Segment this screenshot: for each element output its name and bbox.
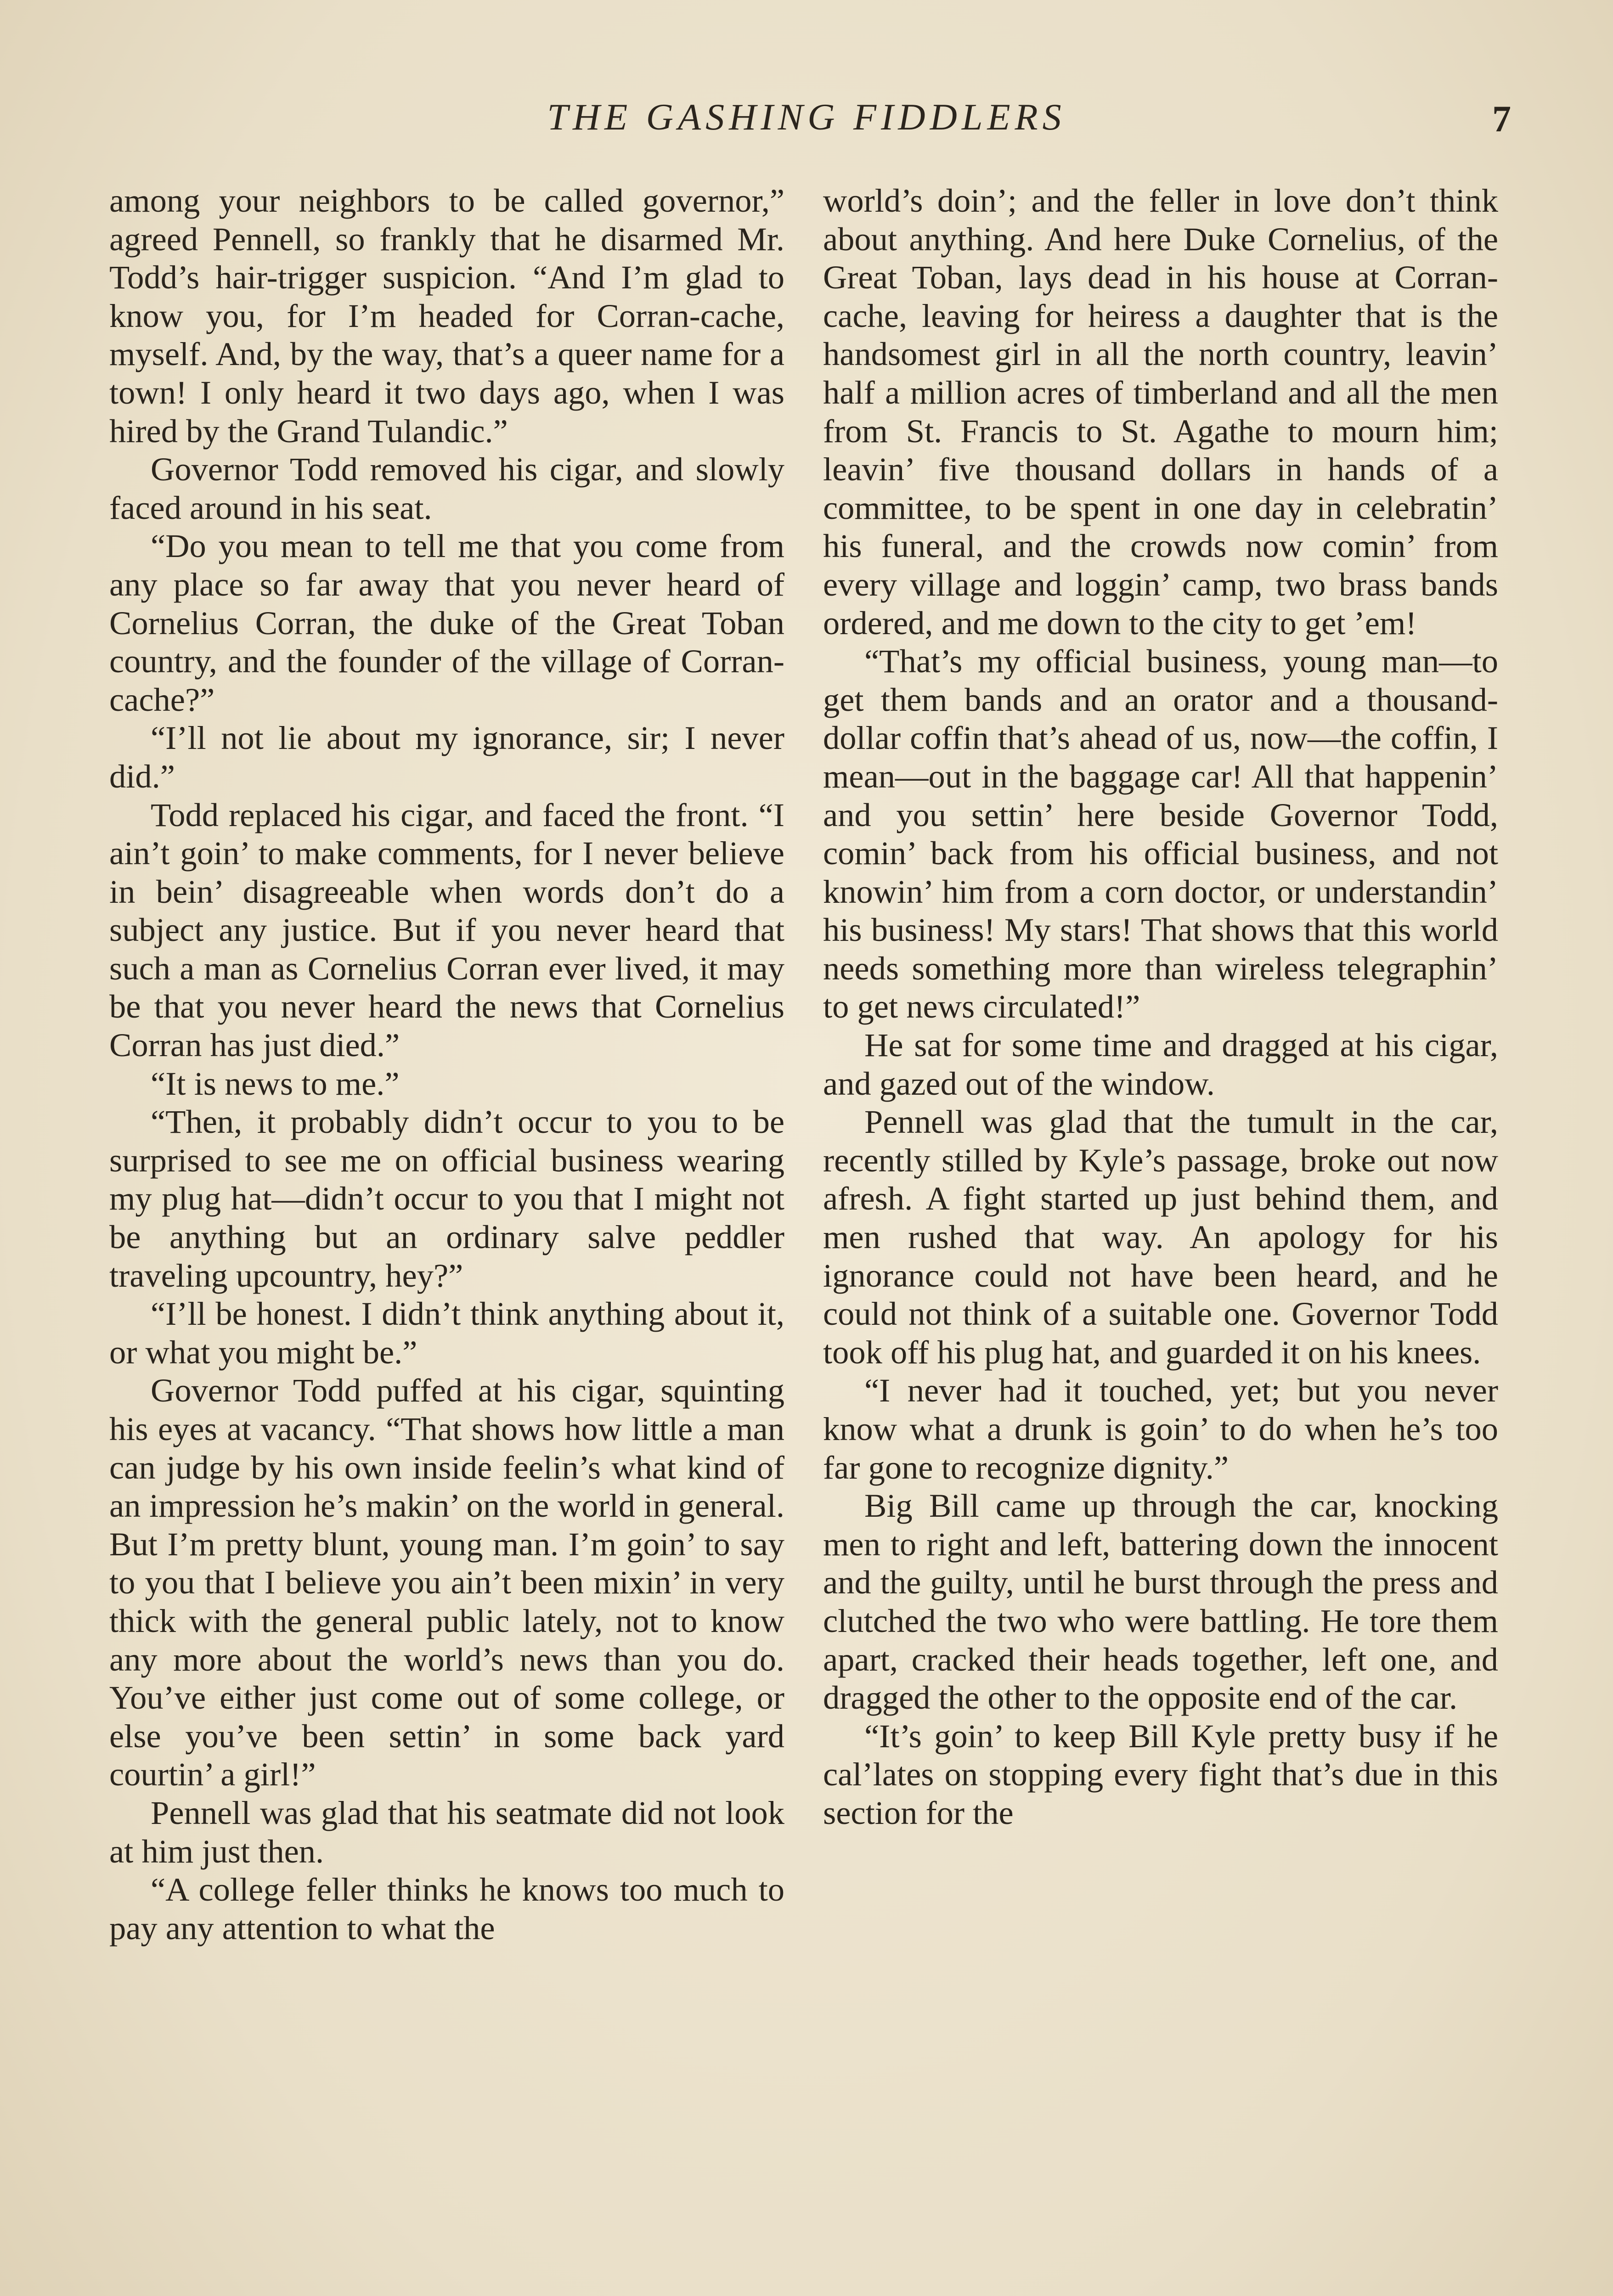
running-title: THE GASHING FIDDLERS <box>547 96 1066 138</box>
paragraph: “It’s goin’ to keep Bill Kyle pretty busy if he cal’lates on stopping every fight that’s due in this section for the <box>823 1717 1498 1831</box>
paragraph: Pennell was glad that the tumult in the car, recently stilled by Kyle’s passage, broke out now afresh. A fight started up just behind them, and men rushed that way. An apology for his ignorance could not have been heard, and he could not think of a suitable one. Governor Todd took off his plug hat, and guarded it on his knees. <box>823 1103 1498 1371</box>
paragraph: “Then, it probably didn’t occur to you to be surprised to see me on official business wearing my plug hat—didn’t occur to you that I might not be anything but an ordinary salve peddler traveling upcountry, hey?” <box>109 1103 784 1294</box>
paragraph: Big Bill came up through the car, knocking men to right and left, battering down the innocent and the guilty, until he burst through the press and clutched the two who were battling. He tore them apart, cracked their heads together, left one, and dragged the other to the opposite end of the car. <box>823 1487 1498 1716</box>
paragraph: among your neighbors to be called governor,” agreed Pennell, so frankly that he disarmed Mr. Todd’s hair-trigger suspicion. “And I’m glad to know you, for I’m headed for Corran-cache, myself. And, by the way, that’s a queer name for a town! I only heard it two days ago, when I was hired by the Grand Tulandic.” <box>109 182 784 450</box>
paragraph: He sat for some time and dragged at his cigar, and gazed out of the window. <box>823 1026 1498 1102</box>
paragraph: world’s doin’; and the feller in love don’t think about anything. And here Duke Cornelius, of the Great Toban, lays dead in his house at Corran-cache, leaving for heiress a daughter that is the handsomest girl in all the north country, leavin’ half a million acres of timberland and all the men from St. Francis to St. Agathe to mourn him; leavin’ five thousand dollars in hands of a committee, to be spent in one day in celebratin’ his funeral, and the crowds now comin’ from every village and loggin’ camp, two brass bands ordered, and me down to the city to get ’em! <box>823 182 1498 642</box>
paragraph: “Do you mean to tell me that you come from any place so far away that you never heard of Cornelius Corran, the duke of the Great Toban country, and the founder of the village of Corran-cache?” <box>109 527 784 718</box>
paragraph: “I’ll be honest. I didn’t think anything about it, or what you might be.” <box>109 1295 784 1371</box>
left-column <box>109 181 784 1947</box>
paragraph: Todd replaced his cigar, and faced the front. “I ain’t goin’ to make comments, for I never believe in bein’ disagreeable when words don’t do a subject any justice. But if you never heard that such a man as Cornelius Corran ever lived, it may be that you never heard the news that Cornelius Corran has just died.” <box>109 796 784 1064</box>
paragraph: “It is news to me.” <box>151 1064 400 1102</box>
page-number: 7 <box>1492 98 1511 140</box>
paragraph: “I never had it touched, yet; but you never know what a drunk is goin’ to do when he’s too far gone to recognize dignity.” <box>823 1372 1498 1486</box>
paragraph: “I’ll not lie about my ignorance, sir; I never did.” <box>109 719 784 795</box>
paragraph: “A college feller thinks he knows too much to pay any attention to what the <box>109 1871 784 1947</box>
paragraph: “That’s my official business, young man—to get them bands and an orator and a thousand-dollar coffin that’s ahead of us, now—the coffin, I mean—out in the baggage car! All that happenin’ and you settin’ here beside Governor Todd, comin’ back from his official business, and not knowin’ him from a corn doctor, or understandin’ his business! My stars! That shows that this world needs something more than wireless telegraphin’ to get news circulated!” <box>823 642 1498 1025</box>
paragraph: Governor Todd puffed at his cigar, squinting his eyes at vacancy. “That shows how little a man can judge by his own inside feelin’s what kind of an impression he’s makin’ on the world in general. But I’m pretty blunt, young man. I’m goin’ to say to you that I believe you ain’t been mixin’ in very thick with the general public lately, not to know any more about the world’s news than you do. You’ve either just come out of some college, or else you’ve been settin’ in some back yard courtin’ a girl!” <box>109 1372 784 1793</box>
right-column <box>823 181 1498 1832</box>
paragraph: Pennell was glad that his seatmate did not look at him just then. <box>109 1794 784 1870</box>
paragraph: Governor Todd removed his cigar, and slowly faced around in his seat. <box>109 450 784 526</box>
